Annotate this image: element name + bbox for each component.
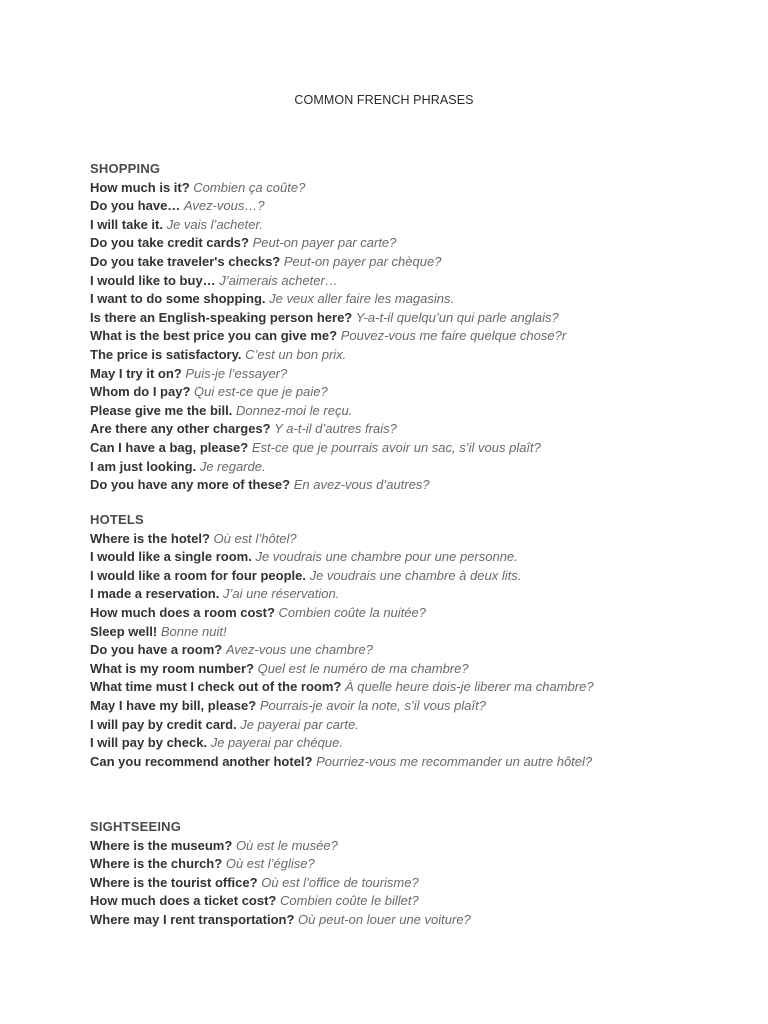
phrase-line	[90, 874, 750, 893]
french-translation: Combien coûte le billet?	[280, 893, 419, 909]
page-title: COMMON FRENCH PHRASES	[294, 93, 474, 107]
phrase-line	[90, 530, 750, 549]
english-phrase: I will pay by credit card.	[90, 716, 237, 732]
french-translation: Y-a-t-il quelqu’un qui parle anglais?	[355, 309, 559, 325]
french-translation: Je vais l’acheter.	[166, 216, 263, 232]
phrase-line	[90, 716, 750, 735]
french-translation: Je voudrais une chambre pour une personne.	[255, 549, 518, 565]
phrase-line	[90, 197, 750, 216]
phrase-line	[90, 216, 750, 235]
english-phrase: I made a reservation.	[90, 586, 220, 602]
english-phrase: I am just looking.	[90, 458, 197, 474]
french-translation: Peut-on payer par chèque?	[283, 253, 442, 269]
phrase-line	[90, 179, 750, 198]
english-phrase: I would like a single room.	[90, 549, 252, 565]
phrase-list	[90, 179, 750, 495]
english-phrase: Whom do I pay?	[90, 384, 191, 400]
phrase-line	[90, 855, 750, 874]
phrase-line	[90, 365, 750, 384]
english-phrase: Do you take credit cards?	[90, 235, 249, 251]
french-translation: À quelle heure dois-je liberer ma chambre?	[344, 679, 594, 695]
english-phrase: How much does a room cost?	[90, 604, 275, 620]
english-phrase: Can you recommend another hotel?	[90, 753, 313, 769]
phrase-line	[90, 383, 750, 402]
french-translation: Pourrais-je avoir la note, s’il vous plaît?	[259, 697, 486, 713]
french-translation: Où est l’office de tourisme?	[261, 874, 419, 890]
english-phrase: Sleep well!	[90, 623, 158, 639]
phrase-line	[90, 753, 750, 772]
phrase-line	[90, 678, 750, 697]
phrase-line	[90, 641, 750, 660]
french-translation: Est-ce que je pourrais avoir un sac, s’il vous plaît?	[251, 439, 541, 455]
phrase-line	[90, 623, 750, 642]
english-phrase: Is there an English-speaking person here?	[90, 309, 353, 325]
english-phrase: I would like a room for four people.	[90, 567, 306, 583]
english-phrase: Do you take traveler's checks?	[90, 253, 281, 269]
french-translation: En avez-vous d’autres?	[293, 477, 430, 493]
english-phrase: How much is it?	[90, 179, 190, 195]
phrase-list	[90, 837, 750, 930]
phrase-line	[90, 911, 750, 930]
french-translation: C’est un bon prix.	[245, 346, 347, 362]
french-translation: J’aimerais acheter…	[219, 272, 338, 288]
phrase-line	[90, 309, 750, 328]
english-phrase: Please give me the bill.	[90, 402, 233, 418]
phrase-line	[90, 567, 750, 586]
french-translation: Où est le musée?	[235, 837, 338, 853]
french-translation: Peut-on payer par carte?	[252, 235, 397, 251]
phrase-line	[90, 346, 750, 365]
english-phrase: Are there any other charges?	[90, 421, 271, 437]
english-phrase: May I try it on?	[90, 365, 182, 381]
phrase-line	[90, 476, 750, 495]
english-phrase: I will pay by check.	[90, 735, 208, 751]
french-translation: Avez-vous une chambre?	[225, 642, 374, 658]
phrase-line	[90, 402, 750, 421]
french-translation: Pouvez-vous me faire quelque chose?r	[340, 328, 567, 344]
phrase-list	[90, 530, 750, 772]
french-translation: Combien coûte la nuitée?	[278, 604, 426, 620]
phrase-line	[90, 327, 750, 346]
french-translation: Où est l’église?	[225, 856, 315, 872]
french-translation: Je voudrais une chambre à deux lits.	[309, 567, 522, 583]
phrase-line	[90, 837, 750, 856]
phrase-line	[90, 439, 750, 458]
section-heading: SHOPPING	[90, 161, 161, 176]
english-phrase: What is the best price you can give me?	[90, 328, 338, 344]
french-translation: Je payerai par chéque.	[210, 735, 343, 751]
french-translation: Avez-vous…?	[183, 198, 265, 214]
french-translation: Bonne nuit!	[160, 623, 227, 639]
french-translation: J’ai une réservation.	[222, 586, 340, 602]
phrase-line	[90, 585, 750, 604]
french-translation: Je payerai par carte.	[240, 716, 359, 732]
english-phrase: Do you have…	[90, 198, 181, 214]
english-phrase: What is my room number?	[90, 660, 254, 676]
english-phrase: Do you have a room?	[90, 642, 223, 658]
english-phrase: May I have my bill, please?	[90, 697, 257, 713]
phrase-line	[90, 234, 750, 253]
french-translation: Où est l’hôtel?	[213, 530, 297, 546]
english-phrase: The price is satisfactory.	[90, 346, 242, 362]
french-translation: Pourriez-vous me recommander un autre hôtel?	[316, 753, 593, 769]
phrase-line	[90, 458, 750, 477]
section-sightseeing	[90, 818, 750, 930]
section-heading: SIGHTSEEING	[90, 819, 182, 834]
french-translation: Quel est le numéro de ma chambre?	[257, 660, 469, 676]
phrase-line	[90, 734, 750, 753]
english-phrase: I want to do some shopping.	[90, 291, 266, 307]
french-translation: Je veux aller faire les magasins.	[269, 291, 455, 307]
phrase-line	[90, 420, 750, 439]
french-translation: Je regarde.	[199, 458, 266, 474]
french-translation: Donnez-moi le reçu.	[235, 402, 353, 418]
english-phrase: Where is the hotel?	[90, 530, 210, 546]
english-phrase: Where is the tourist office?	[90, 874, 258, 890]
english-phrase: What time must I check out of the room?	[90, 679, 342, 695]
english-phrase: Where may I rent transportation?	[90, 911, 295, 927]
french-translation: Qui est-ce que je paie?	[194, 384, 328, 400]
section-shopping	[90, 160, 750, 495]
english-phrase: Where is the museum?	[90, 837, 233, 853]
english-phrase: I will take it.	[90, 216, 163, 232]
phrase-line	[90, 697, 750, 716]
phrase-line	[90, 660, 750, 679]
french-translation: Puis-je l’essayer?	[185, 365, 288, 381]
french-translation: Combien ça coûte?	[193, 179, 306, 195]
phrase-line	[90, 604, 750, 623]
phrase-line	[90, 548, 750, 567]
phrase-line	[90, 290, 750, 309]
english-phrase: How much does a ticket cost?	[90, 893, 277, 909]
phrase-line	[90, 253, 750, 272]
french-translation: Y a-t-il d’autres frais?	[274, 421, 397, 437]
french-translation: Où peut-on louer une voiture?	[298, 911, 471, 927]
section-heading: HOTELS	[90, 512, 144, 527]
phrase-line	[90, 892, 750, 911]
english-phrase: Where is the church?	[90, 856, 223, 872]
section-hotels	[90, 511, 750, 771]
english-phrase: I would like to buy…	[90, 272, 216, 288]
phrase-line	[90, 272, 750, 291]
english-phrase: Do you have any more of these?	[90, 477, 291, 493]
english-phrase: Can I have a bag, please?	[90, 439, 249, 455]
